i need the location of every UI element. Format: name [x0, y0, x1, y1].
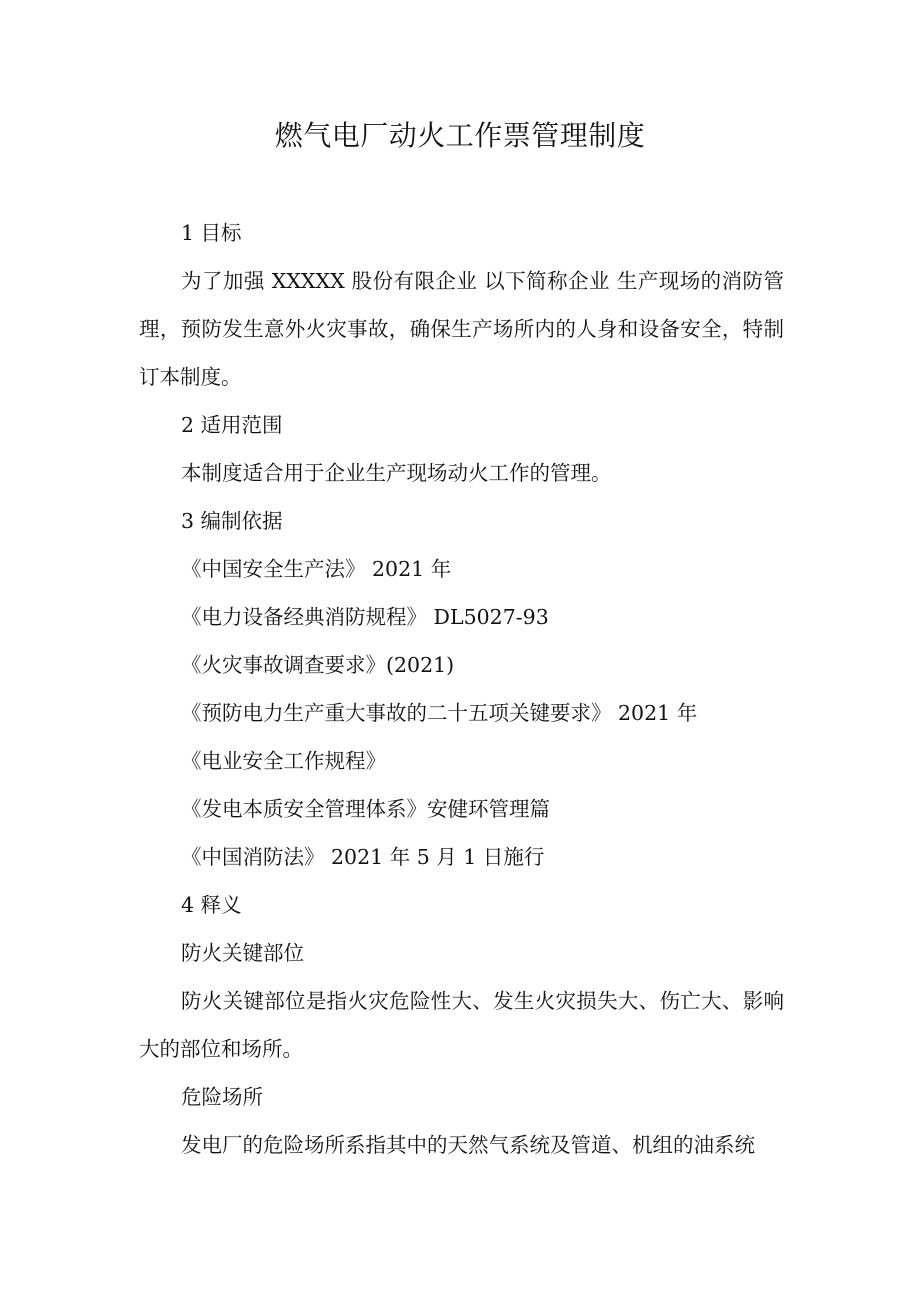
section-heading-basis: 3 编制依据 [181, 509, 283, 533]
basis-item: 《预防电力生产重大事故的二十五项关键要求》 2021 年 [181, 701, 698, 725]
section-heading-definitions: 4 释义 [181, 893, 242, 917]
basis-item: 《发电本质安全管理体系》安健环管理篇 [181, 797, 550, 821]
basis-item: 《火灾事故调查要求》(2021) [181, 653, 455, 677]
section-heading-goal: 1 目标 [181, 221, 242, 245]
paragraph-fire-key-area: 防火关键部位是指火灾危险性大、发生火灾损失大、伤亡大、影响大的部位和场所。 [139, 989, 784, 1061]
paragraph-scope: 本制度适合用于企业生产现场动火工作的管理。 [181, 461, 612, 485]
basis-item: 《电业安全工作规程》 [181, 749, 386, 773]
section-heading-scope: 2 适用范围 [181, 413, 283, 437]
term-heading-fire-key-area: 防火关键部位 [181, 941, 304, 965]
paragraph-goal: 为了加强 XXXXX 股份有限企业 以下简称企业 生产现场的消防管理，预防发生意外火灾事故，确保生产场所内的人身和设备安全，特制订本制度。 [139, 269, 784, 389]
document-body [139, 209, 784, 1169]
term-heading-hazardous-area: 危险场所 [181, 1085, 263, 1109]
basis-item: 《中国消防法》 2021 年 5 月 1 日施行 [181, 845, 545, 869]
basis-item: 《电力设备经典消防规程》 DL5027-93 [181, 605, 549, 629]
paragraph-hazardous-area: 发电厂的危险场所系指其中的天然气系统及管道、机组的油系统 [181, 1133, 755, 1157]
basis-item: 《中国安全生产法》 2021 年 [181, 557, 452, 581]
document-title: 燃气电厂动火工作票管理制度 [274, 119, 646, 152]
